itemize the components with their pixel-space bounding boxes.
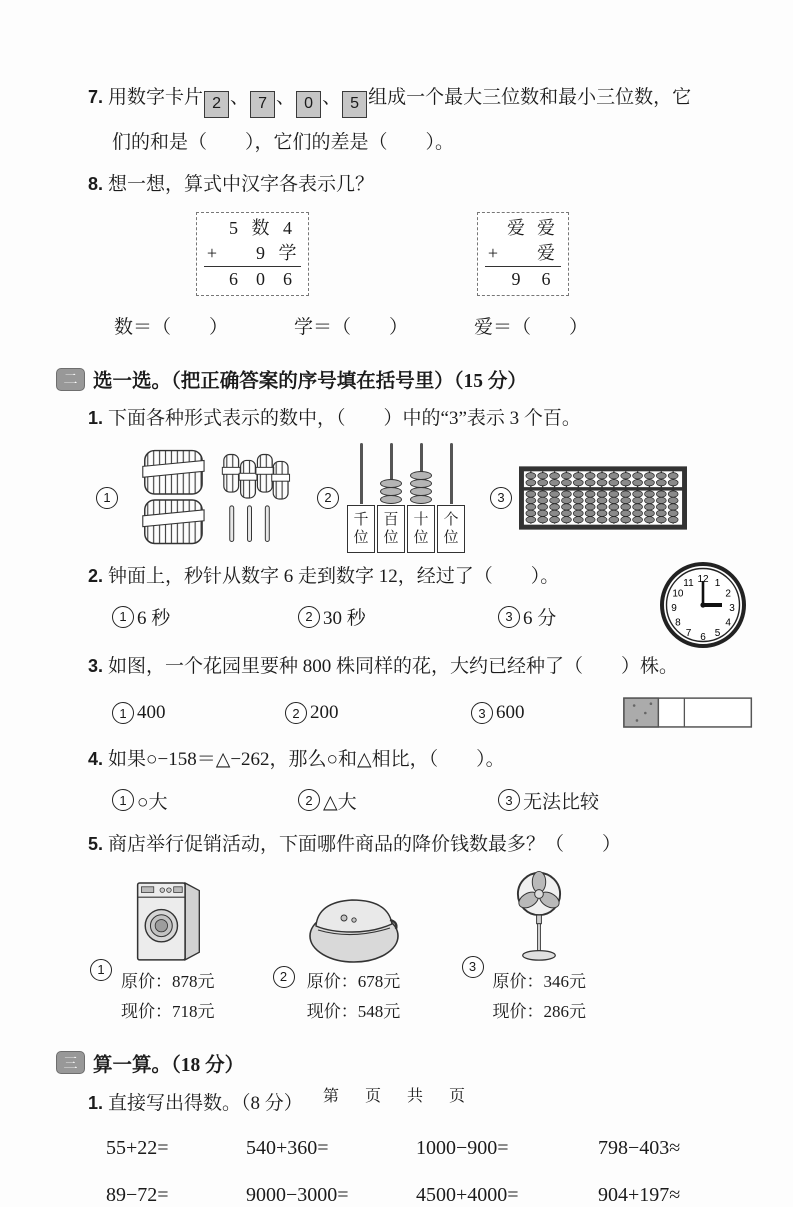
section-3-badge: 三	[56, 1051, 85, 1074]
cell: 6	[541, 269, 551, 290]
digit-card-7: 7	[250, 91, 275, 118]
option-1	[112, 603, 298, 630]
option-3	[498, 787, 599, 814]
circled-number-2: 2	[298, 789, 320, 811]
box2-row1	[485, 216, 561, 241]
counter-label-hundreds: 百位	[377, 505, 405, 553]
cell: 0	[256, 269, 265, 290]
s2-q2-options	[112, 603, 659, 630]
circled-number-1: 1	[112, 606, 134, 628]
svg-text:4: 4	[725, 617, 731, 629]
question-7-pre: 用数字卡片	[108, 87, 204, 108]
cell	[485, 216, 501, 241]
option-1-label: 6 秒	[137, 608, 171, 630]
product-3-electric-fan	[462, 870, 587, 1027]
page-footer: 第 页 共 页	[322, 1088, 470, 1105]
s2-q5-products	[90, 870, 753, 1027]
expression: 89−72=	[106, 1184, 169, 1207]
cell	[204, 216, 220, 241]
card-separator: 、	[276, 87, 296, 108]
digit-card-0: 0	[296, 91, 321, 118]
option-1	[112, 787, 298, 814]
calc-row-1	[106, 1137, 753, 1160]
abacus-image	[519, 466, 687, 530]
plus-sign: +	[487, 243, 499, 264]
counter-bead	[380, 495, 402, 504]
s3-q1-number: 1.	[88, 1092, 104, 1113]
svg-text:3: 3	[729, 602, 735, 614]
box2-sum-row	[485, 266, 561, 292]
section-3-title: 算一算。（18 分）	[93, 1054, 245, 1076]
option-3-label: 无法比较	[523, 791, 600, 813]
figure-option-1	[96, 448, 293, 548]
product-1-current-price: 现价：718元	[121, 1002, 215, 1022]
option-1-label: ○大	[137, 791, 168, 813]
circled-number-2: 2	[273, 966, 295, 988]
circled-number-3: 3	[462, 956, 484, 978]
option-2	[285, 702, 471, 724]
product-2-figure	[304, 890, 404, 1027]
cell	[204, 267, 220, 292]
product-2-prices	[307, 967, 401, 1027]
product-1-washing-machine	[90, 876, 215, 1027]
s2-q1-number: 1.	[88, 408, 104, 429]
circled-number-3: 3	[498, 789, 520, 811]
counter-label-tens: 十位	[407, 505, 435, 553]
cell: 6	[229, 269, 238, 290]
product-3-original-price: 原价：346元	[492, 972, 586, 992]
s2-q5-text: 商店举行促销活动，下面哪件商品的降价钱数最多？（ ）	[108, 833, 622, 855]
s2-question-3	[88, 653, 753, 681]
product-3-prices	[493, 967, 587, 1027]
question-8-text: 想一想，算式中汉字各表示几？	[108, 173, 375, 195]
s2-q3-text: 如图，一个花园里要种 800 株同样的花，大约已经种了（ ）株。	[108, 655, 679, 677]
cell: 6	[283, 269, 292, 290]
s2-q3-options	[112, 693, 753, 733]
counter-rod	[390, 443, 393, 480]
expression: 9000−3000=	[246, 1184, 349, 1207]
garden-progress-bar-image	[623, 693, 753, 733]
expression: 540+360=	[246, 1137, 329, 1160]
svg-text:6: 6	[700, 631, 706, 643]
counter-rod	[360, 443, 363, 504]
question-7-line1	[88, 84, 753, 118]
svg-text:10: 10	[672, 588, 684, 600]
cell-hanzi-shu: 数	[251, 218, 270, 239]
card-separator: 、	[322, 87, 342, 108]
circled-number-2: 2	[285, 702, 307, 724]
answer-ai: 爱＝（ ）	[474, 317, 589, 339]
answer-shu: 数＝（ ）	[114, 317, 229, 339]
counter-thousands-column	[346, 443, 376, 553]
cell	[485, 267, 501, 292]
question-7-post: 组成一个最大三位数和最小三位数，它	[368, 87, 692, 108]
circled-number-1: 1	[96, 487, 118, 509]
electric-fan-icon	[508, 870, 570, 964]
expression: 798−403≈	[598, 1137, 681, 1160]
cell-hanzi-ai: 爱	[507, 218, 525, 239]
s2-q1-text: 下面各种形式表示的数中，（ ）中的“3”表示 3 个百。	[108, 408, 581, 430]
svg-text:8: 8	[675, 617, 681, 629]
circled-number-2: 2	[317, 487, 339, 509]
s2-q5-number: 5.	[88, 833, 104, 854]
section-2-badge: 二	[56, 368, 85, 391]
option-2-label: △大	[323, 791, 357, 813]
cell	[501, 241, 531, 266]
expression: 904+197≈	[598, 1184, 681, 1207]
product-1-figure	[121, 876, 215, 1027]
s2-q4-options	[112, 787, 753, 814]
box2-row2	[485, 241, 561, 266]
box1-row2	[204, 241, 301, 266]
rice-cooker-icon	[304, 890, 404, 964]
option-3	[471, 702, 579, 724]
product-2-current-price: 现价：548元	[306, 1002, 401, 1022]
question-8	[88, 171, 753, 199]
s2-question-5	[88, 831, 753, 859]
section-2-title: 选一选。（把正确答案的序号填在括号里）（15 分）	[93, 371, 527, 393]
counter-rod	[420, 443, 423, 472]
expression: 4500+4000=	[416, 1184, 519, 1207]
counter-bead	[410, 495, 432, 504]
option-1-label: 400	[137, 702, 166, 724]
cell	[220, 241, 247, 266]
cell: 9	[256, 243, 265, 264]
s2-q4-text: 如果○−158＝△−262，那么○和△相比，（ ）。	[108, 749, 505, 771]
product-2-original-price: 原价：678元	[306, 972, 401, 992]
vertical-arithmetic-row	[196, 212, 753, 296]
counter-tens-column	[406, 443, 436, 553]
box1-row1	[204, 216, 301, 241]
svg-text:1: 1	[714, 577, 721, 589]
s2-q2-number: 2.	[88, 565, 104, 586]
circled-number-1: 1	[90, 959, 112, 981]
section-3-header	[56, 1049, 753, 1077]
plus-sign: +	[206, 243, 218, 264]
answer-xue: 学＝（ ）	[294, 317, 409, 339]
cell: 5	[229, 218, 238, 239]
box1-sum-row	[204, 266, 301, 292]
expression: 1000−900=	[416, 1137, 509, 1160]
option-2	[298, 603, 498, 630]
circled-number-2: 2	[298, 606, 320, 628]
cell-hanzi-ai: 爱	[537, 243, 555, 264]
product-3-figure	[493, 870, 587, 1027]
option-2-label: 30 秒	[323, 608, 366, 630]
digit-card-2: 2	[204, 91, 229, 118]
digit-card-5: 5	[342, 91, 367, 118]
circled-number-3: 3	[490, 487, 512, 509]
cell-hanzi-ai: 爱	[537, 218, 555, 239]
question-8-answers	[114, 312, 753, 339]
s2-q1-figure-row	[96, 443, 753, 553]
s2-question-2	[88, 563, 659, 591]
circled-number-3: 3	[471, 702, 493, 724]
product-3-current-price: 现价：286元	[492, 1002, 586, 1022]
option-2	[298, 787, 498, 814]
stick-bundles-image	[125, 448, 293, 548]
s2-q2-text: 钟面上，秒针从数字 6 走到数字 12，经过了（ ）。	[108, 565, 560, 587]
cell-hanzi-xue: 学	[278, 243, 297, 264]
option-3	[498, 603, 556, 630]
place-value-counter-image	[346, 443, 466, 553]
svg-text:2: 2	[725, 588, 731, 600]
s2-question-2-block	[56, 563, 753, 649]
s2-q4-number: 4.	[88, 749, 104, 770]
cell: 9	[511, 269, 521, 290]
counter-hundreds-column	[376, 443, 406, 553]
s3-q1-text: 直接写出得数。（8 分）	[108, 1092, 303, 1114]
product-2-rice-cooker	[273, 890, 404, 1027]
s2-q3-number: 3.	[88, 655, 104, 676]
product-1-prices	[121, 967, 215, 1027]
calc-row-2	[106, 1184, 753, 1207]
svg-text:9: 9	[671, 602, 677, 614]
section-2-header	[56, 365, 753, 393]
product-1-original-price: 原价：878元	[121, 972, 215, 992]
counter-label-ones: 个位	[437, 505, 465, 553]
arithmetic-box-1	[196, 212, 309, 296]
washing-machine-icon	[131, 876, 205, 964]
svg-text:5: 5	[714, 627, 721, 639]
clock-image	[659, 561, 747, 649]
circled-number-3: 3	[498, 606, 520, 628]
arithmetic-box-2	[477, 212, 569, 296]
figure-option-3	[490, 466, 687, 530]
option-1	[112, 702, 285, 724]
s2-q2-left	[56, 563, 659, 649]
circled-number-1: 1	[112, 789, 134, 811]
counter-rod	[450, 443, 453, 504]
s2-question-4	[88, 746, 753, 774]
option-3-label: 600	[495, 702, 525, 724]
svg-text:11: 11	[683, 577, 694, 589]
counter-label-thousands: 千位	[347, 505, 375, 553]
figure-option-2	[317, 443, 466, 553]
question-8-number: 8.	[88, 173, 104, 194]
circled-number-1: 1	[112, 702, 134, 724]
question-7-line2: 们的和是（ ），它们的差是（ ）。	[112, 132, 455, 153]
svg-text:12: 12	[697, 573, 709, 585]
svg-text:7: 7	[685, 627, 692, 639]
s2-question-1	[88, 405, 753, 433]
counter-ones-column	[436, 443, 466, 553]
cell: 4	[283, 218, 292, 239]
option-2-label: 200	[309, 702, 339, 724]
option-3-label: 6 分	[523, 608, 557, 630]
expression: 55+22=	[106, 1137, 169, 1160]
question-7-number: 7.	[88, 87, 104, 107]
card-separator: 、	[230, 87, 250, 108]
